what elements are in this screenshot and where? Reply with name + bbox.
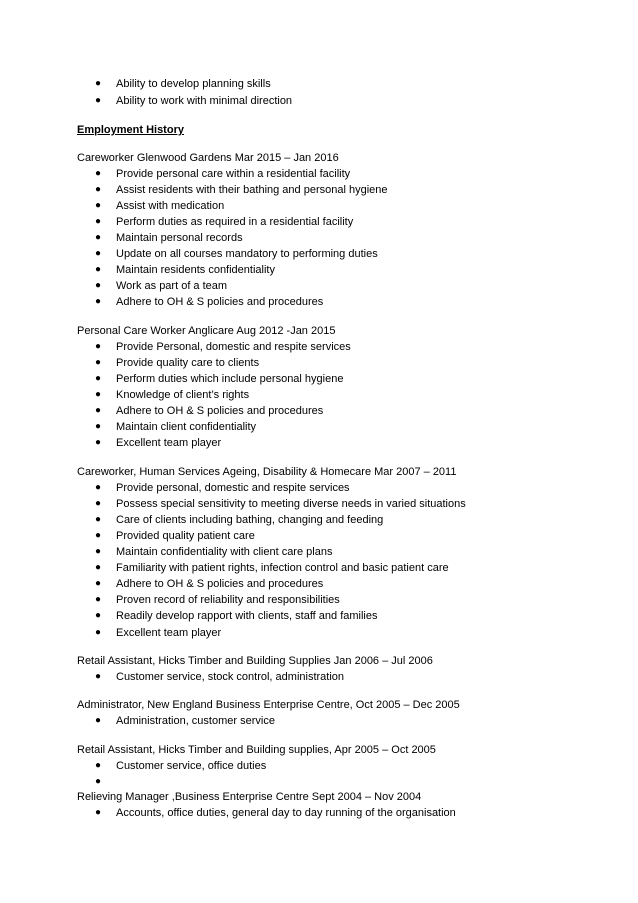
bullet-icon: ● — [95, 341, 102, 352]
bullet-icon: ● — [95, 200, 102, 211]
bullet-icon: ● — [95, 78, 102, 89]
bullet-icon: ● — [95, 530, 102, 541]
resume-page: ● Ability to develop planning skills ● Ability to work with minimal direction Employment History Careworker Glenwood Gardens Mar 2015 – Jan 2016 ● Provide personal care within a residential facility ● Assist residents with their bathing and personal hygiene ● Assist with medication ● Perform duties as required in a residential facility ● Maintain personal records ● Update on all courses mandatory to performing duties ● Maintain residents confidentiality ● Work as part of a team ● Adhere to OH & S policies and procedures Personal Care Worker Anglicare Aug 2012 -Jan 2015 ● Provide Personal, domestic and respite services ● Provide quality care to clients ● Perform duties which include personal hygiene ● Knowledge of client’s rights ● Adhere to OH & S policies and procedures ● Maintain client confidentiality ● Excellent team player Careworker, Human Services Ageing, Disability & Homecare Mar 2007 – 2011 ● Provide personal, domestic and respite services ● Possess special sensitivity to meeting diverse needs in varied situations ● Care of clients including bathing, changing and feeding ● Provided quality patient care ● Maintain confidentiality with client care plans ● Familiarity with patient rights, infection control and basic patient care ● Adhere to OH & S policies and procedures ● Proven record of reliability and responsibilities ● Readily develop rapport with clients, staff and families ● Excellent team player Retail Assistant, Hicks Timber and Building Supplies Jan 2006 – Jul 2006 ● Customer service, stock control, administration Administrator, New England Business Enterprise Centre, Oct 2005 – Dec 2005 ● Administration, customer service Retail Assistant, Hicks Timber and Building supplies, Apr 2005 – Oct 2005 ● Customer service, office duties ● Relieving Manager ,Business Enterprise Centre Sept 2004 – Nov 2004 ● Accounts, office duties, general day to day running of the organisation — [77, 78, 466, 819]
bullet-icon: ● — [95, 184, 102, 195]
bullet-icon: ● — [95, 627, 102, 638]
bullet-icon: ● — [95, 389, 102, 400]
bullet-icon: ● — [95, 760, 102, 771]
bullet-icon: ● — [95, 482, 102, 493]
bullet-icon: ● — [95, 715, 102, 726]
bullet-icon: ● — [95, 578, 102, 589]
bullet-icon: ● — [95, 610, 102, 621]
bullet-icon: ● — [95, 357, 102, 368]
bullet-icon: ● — [95, 421, 102, 432]
bullet-icon: ● — [95, 248, 102, 259]
bullet-icon: ● — [95, 216, 102, 227]
bullet-icon: ● — [95, 776, 102, 787]
bullet-icon: ● — [95, 232, 102, 243]
bullet-icon: ● — [95, 373, 102, 384]
bullet-icon: ● — [95, 405, 102, 416]
bullet-icon: ● — [95, 671, 102, 682]
bullet-icon: ● — [95, 437, 102, 448]
bullet-icon: ● — [95, 562, 102, 573]
bullet-icon: ● — [95, 296, 102, 307]
bullet-icon: ● — [95, 280, 102, 291]
bullet-icon: ● — [95, 514, 102, 525]
bullet-icon: ● — [95, 546, 102, 557]
bullet-icon: ● — [95, 264, 102, 275]
bullet-icon: ● — [95, 498, 102, 509]
bullet-icon: ● — [95, 807, 102, 818]
bullet-icon: ● — [95, 594, 102, 605]
bullet-icon: ● — [95, 168, 102, 179]
bullet-icon: ● — [95, 95, 102, 106]
